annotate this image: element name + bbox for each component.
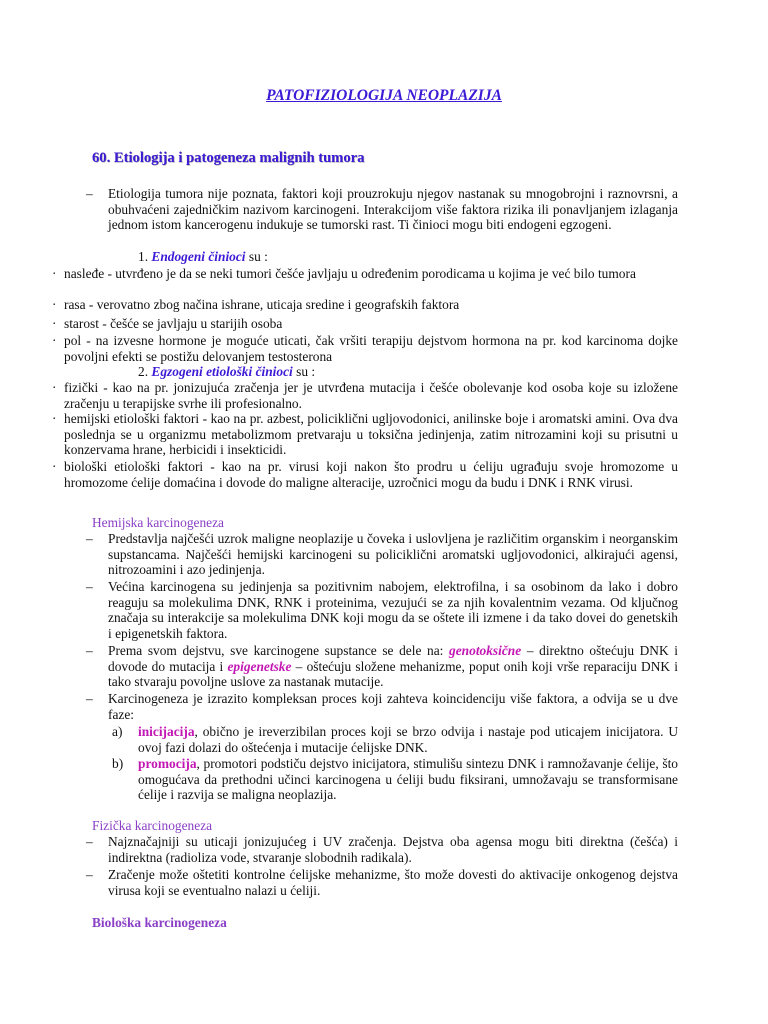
text-span: , obično je ireverzibilan proces koji se brzo odvija i nastaje pod uticajem inicijatora. U ovoj fazi dolazi do oštećenja i mutacije ćelijske DNK.: [138, 724, 678, 755]
bullet-dot: ·: [52, 459, 57, 474]
dash-marker: –: [86, 691, 93, 706]
bullet-dot: ·: [52, 266, 57, 281]
fizicka-paragraph: Zračenje može oštetiti kontrolne ćelijske mehanizme, što može dovesti do aktivacije onkogenog dejstva virusa koji se eventualno nalazi u ćeliji.: [108, 867, 678, 898]
text-span: Prema svom dejstvu, sve karcinogene supstance se dele na:: [108, 643, 450, 658]
endogeni-item: starost - češće se javljaju u starijih osoba: [64, 316, 283, 331]
fizicka-paragraph: Najznačajniji su uticaji jonizujućeg i UV zračenja. Dejstva oba agensa mogu biti direktna (češća) i indirektna (radioliza vode, stvaranje slobodnih radikala).: [108, 834, 678, 865]
egzogeni-suffix: su :: [292, 364, 316, 379]
bullet-dot: ·: [52, 411, 57, 426]
endogeni-number: 1.: [138, 249, 149, 264]
egzogeni-number: 2.: [138, 364, 149, 379]
promocija-term: promocija: [138, 756, 197, 771]
egzogeni-label: Egzogeni etiološki činioci: [151, 364, 293, 379]
hemijska-paragraph: Većina karcinogena su jedinjenja sa pozitivnim nabojem, elektrofilna, i sa osobinom da lako i dobro reaguju sa molekulima DNK, RNK i proteinima, vezujući se za njih kovalentnim vezama. Od ključnog značaja su interakcije sa molekulima DNK koji mogu da se oštete ili izmene i da tako dovei do genetskih i epigenetskih faktora.: [108, 579, 678, 641]
dash-marker: –: [86, 579, 93, 594]
genotoksicne-term: genotoksične: [449, 643, 522, 658]
bioloska-heading: Biološka karcinogeneza: [92, 915, 227, 930]
hemijska-paragraph: Karcinogeneza je izrazito kompleksan proces koji zahteva koincidenciju više faktora, a odvija se u dve faze:: [108, 691, 678, 722]
phase-b-marker: b): [112, 756, 124, 771]
endogeni-label: Endogeni činioci: [151, 249, 246, 264]
phase-a-text: [138, 724, 678, 755]
document-title: PATOFIZIOLOGIJA NEOPLAZIJA: [266, 87, 502, 104]
bullet-dot: ·: [52, 297, 57, 312]
egzogeni-heading: [138, 364, 315, 380]
bullet-dot: ·: [52, 333, 57, 348]
egzogeni-item: biološki etiološki faktori - kao na pr. virusi koji nakon što prodru u ćeliju ugrađuju svoje hromozome u hromozome ćelije domaćina i dovode do maligne alteracije, uzročnici mogu da budu i DNK i RNK virusi.: [64, 459, 678, 490]
epigenetske-term: epigenetske: [227, 658, 292, 674]
phase-b-text: [138, 756, 678, 803]
section-subtitle: 60. Etiologija i patogeneza malignih tumora: [92, 150, 365, 166]
inicijacija-term: inicijacija: [138, 724, 195, 739]
dash-marker: –: [86, 186, 93, 201]
phase-a-marker: a): [112, 724, 123, 739]
dash-marker: –: [86, 531, 93, 546]
hemijska-paragraph: Predstavlja najčešći uzrok maligne neoplazije u čoveka i uslovljena je različitim organskim i neorganskim supstancama. Najčešći hemijski karcinogeni su policiklični aromatski ugljovodonici, alkirajući agensi, nitrozoamini i azo jedinjenja.: [108, 531, 678, 578]
dash-marker: –: [86, 834, 93, 849]
fizicka-heading: Fizička karcinogeneza: [92, 818, 213, 833]
egzogeni-item: hemijski etiološki faktori - kao na pr. azbest, policiklični ugljovodonici, anilinske boje i aromatski amini. Ova dva poslednja se u organizmu metabolizmom pretvaraju u toksična jedinjenja, zatim nitrozamini koji su prisutni u konzervama hrane, herbicidi i insekticidi.: [64, 411, 678, 458]
intro-paragraph: Etiologija tumora nije poznata, faktori koji prouzrokuju njegov nastanak su mnogobrojni i raznovrsni, a obuhvaćeni zajedničkim nazivom karcinogeni. Interakcijom više faktora rizika ili ponavljanjem izlaganja jednom istom kancerogenu indukuje se tumorski rast. Ti činioci mogu biti endogeni egzogeni.: [108, 186, 678, 233]
text-span: – oštećuju složene mehanizme, poput onih koji vrše reparaciju DNK i tako stvaraju povoljne uslove za nastanak mutacije.: [108, 658, 678, 690]
bullet-dot: ·: [52, 380, 57, 395]
endogeni-item: rasa - verovatno zbog načina ishrane, uticaja sredine i geografskih faktora: [64, 297, 460, 312]
dash-marker: –: [86, 643, 93, 658]
text-span: – direktno oštećuju DNK i dovode do mutacija i: [108, 643, 678, 674]
dash-marker: –: [86, 867, 93, 882]
bullet-dot: ·: [52, 316, 57, 331]
hemijska-heading: Hemijska karcinogeneza: [92, 515, 224, 530]
egzogeni-item: fizički - kao na pr. jonizujuća zračenja jer je utvrđena mutacija i češće obolevanje kod osoba koje su izložene zračenju u terapijske svrhe ili profesionalno.: [64, 380, 678, 411]
endogeni-heading: [138, 249, 268, 265]
endogeni-item: pol - na izvesne hormone je moguće uticati, čak vršiti terapiju dejstvom hormona na pr. kod karcinoma dojke povoljni efekti se postižu delovanjem testosterona: [64, 333, 678, 364]
hemijska-paragraph-types: [108, 643, 678, 690]
text-span: , promotori podstiču dejstvo inicijatora, stimulišu sintezu DNK i ramnožavanje ćelije, što omogućava da prethodni učinci karcinogena u ćeliji budu fiksirani, umnožavaju se transformisane ćelije i razvija se maligna neoplazija.: [138, 756, 678, 803]
endogeni-item: nasleđe - utvrđeno je da se neki tumori češće javljaju u određenim porodicama u kojima je već bilo tumora: [64, 266, 636, 281]
endogeni-suffix: su :: [245, 249, 268, 264]
